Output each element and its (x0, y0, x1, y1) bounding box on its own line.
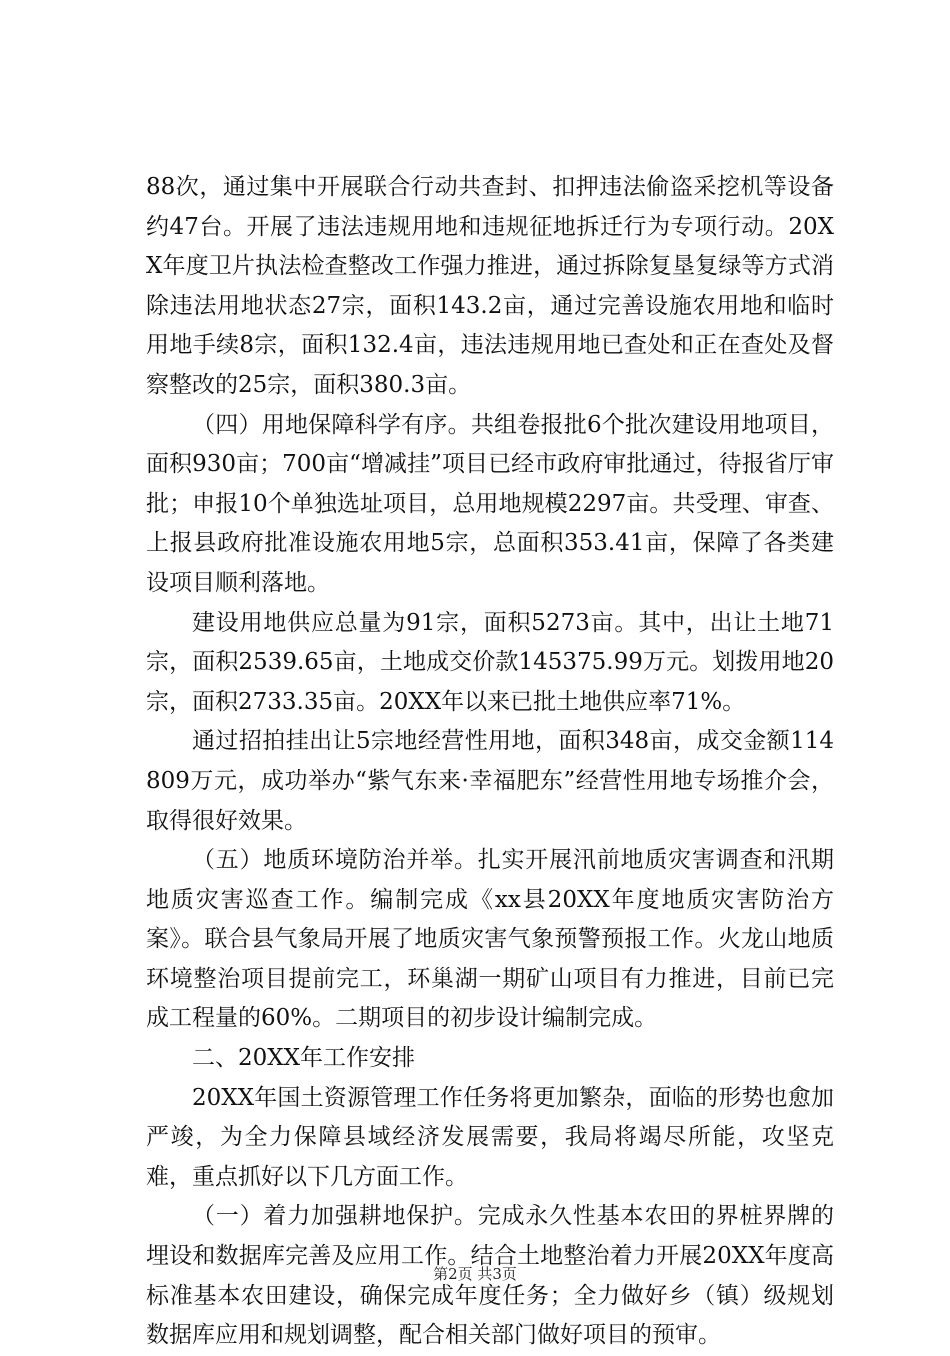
paragraph-enforcement-results: 88次，通过集中开展联合行动共查封、扣押违法偷盗采挖机等设备约47台。开展了违法违规用地和违规征地拆迁行为专项行动。20XX年度卫片执法检查整改工作强力推进，通过拆除复垦复绿等方式消除违法用地状态27宗，面积143.2亩，通过完善设施农用地和临时用地手续8宗，面积132.4亩，违法违规用地已查处和正在查处及督察整改的25宗，面积380.3亩。 (146, 174, 834, 398)
section-heading-work-plan: 二、20XX年工作安排 (192, 1045, 416, 1072)
paragraph-work-plan-intro: 20XX年国土资源管理工作任务将更加繁杂，面临的形势也愈加严竣，为全力保障县域经济发展需要，我局将竭尽所能，攻坚克难，重点抓好以下几方面工作。 (146, 1084, 834, 1190)
document-body (146, 168, 834, 1356)
paragraph-land-supply: 建设用地供应总量为91宗，面积5273亩。其中，出让土地71宗，面积2539.65亩，土地成交价款145375.99万元。划拨用地20宗，面积2733.35亩。20XX年以来已批土地供应率71%。 (146, 609, 834, 715)
page-footer: 第2页 共3页 (433, 1265, 517, 1283)
paragraph-auction-transfer: 通过招拍挂出让5宗地经营性用地，面积348亩，成交金额114809万元，成功举办“紫气东来·幸福肥东”经营性用地专场推介会，取得很好效果。 (146, 728, 834, 834)
paragraph-geo-environment: （五）地质环境防治并举。扎实开展汛前地质灾害调查和汛期地质灾害巡查工作。编制完成《xx县20XX年度地质灾害防治方案》。联合县气象局开展了地质灾害气象预警预报工作。火龙山地质环境整治项目提前完工，环巢湖一期矿山项目有力推进，目前已完成工程量的60%。二期项目的初步设计编制完成。 (146, 847, 834, 1032)
paragraph-farmland-protection: （一）着力加强耕地保护。完成永久性基本农田的界桩界牌的埋设和数据库完善及应用工作。结合土地整治着力开展20XX年度高标准基本农田建设，确保完成年度任务；全力做好乡（镇）级规划数据库应用和规划调整，配合相关部门做好项目的预审。 (146, 1203, 834, 1349)
paragraph-land-use-guarantee: （四）用地保障科学有序。共组卷报批6个批次建设用地项目，面积930亩；700亩“增减挂”项目已经市政府审批通过，待报省厅审批；申报10个单独选址项目，总用地规模2297亩。共受理、审查、上报县政府批准设施农用地5宗，总面积353.41亩，保障了各类建设项目顺利落地。 (146, 411, 834, 596)
